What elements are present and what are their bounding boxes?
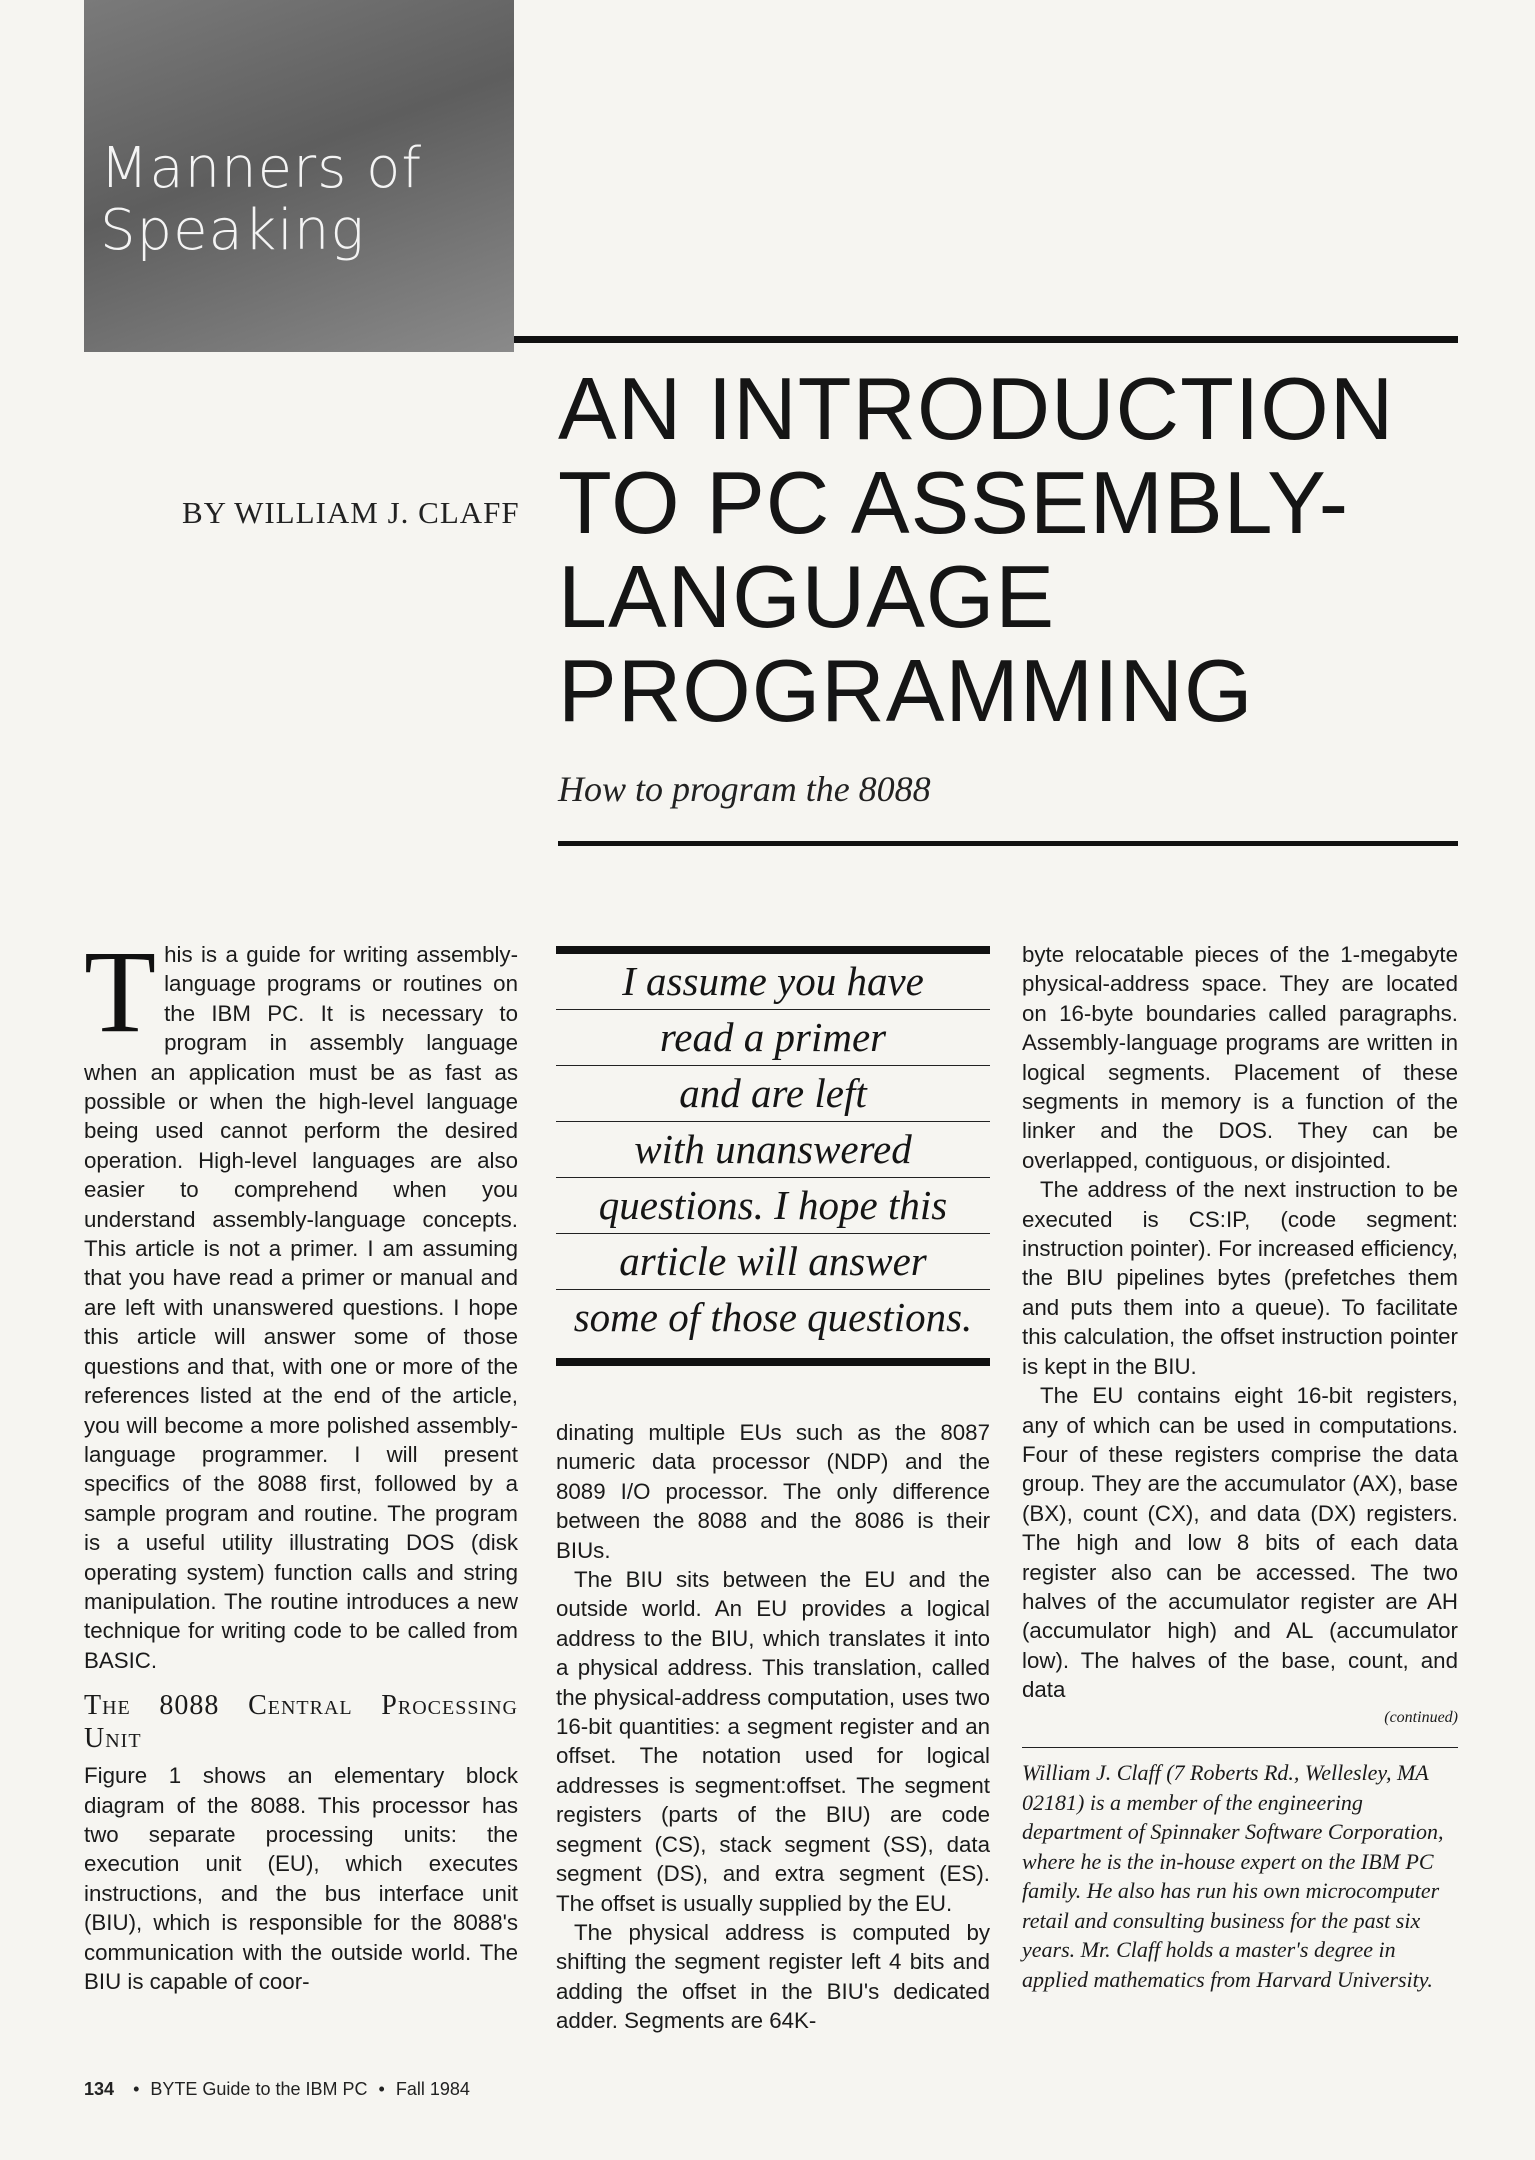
pull-quote-line: with unanswered bbox=[556, 1122, 990, 1178]
bio-rule bbox=[1022, 1747, 1458, 1749]
paragraph: The address of the next instruction to be executed is CS:IP, (code segment: instruction pointer). For increased efficiency, the BIU pipelines bytes (prefetches them and puts them into a queue). To facilitate this calculation, the offset instruction pointer is kept in the BIU. bbox=[1022, 1177, 1458, 1379]
pull-quote-line: some of those questions. bbox=[573, 1294, 973, 1340]
headline-line: AN INTRODUCTION bbox=[558, 359, 1395, 458]
column-2 bbox=[556, 1418, 990, 2036]
pull-quote-line: I assume you have bbox=[556, 954, 990, 1010]
pull-quote-line: and are left bbox=[556, 1066, 990, 1122]
headline bbox=[558, 359, 1458, 740]
publication-name: BYTE Guide to the IBM PC bbox=[150, 2079, 368, 2099]
section-heading: The 8088 Central Processing Unit bbox=[84, 1690, 518, 1755]
continued-label: (continued) bbox=[1384, 1708, 1458, 1726]
deck: How to program the 8088 bbox=[558, 769, 931, 809]
headline-line: TO PC ASSEMBLY- bbox=[558, 453, 1350, 552]
pull-quote bbox=[556, 946, 990, 1366]
column-3 bbox=[1022, 940, 1458, 1994]
paragraph: byte relocatable pieces of the 1-megabyte physical-address space. They are located on 16-byte boundaries called paragraphs. Assembly-language programs are written in logical segments. Placement of these segments in memory is a function of the linker and the DOS. They can be overlapped, contiguous, or disjointed. bbox=[1022, 942, 1458, 1173]
column-1 bbox=[84, 926, 518, 1996]
deck-rule bbox=[558, 841, 1458, 846]
byline: BY WILLIAM J. CLAFF bbox=[182, 495, 520, 530]
kicker-title: Manners of Speaking bbox=[100, 136, 423, 263]
pull-quote-line: read a primer bbox=[556, 1010, 990, 1066]
headline-line: PROGRAMMING bbox=[558, 641, 1254, 740]
paragraph: dinating multiple EUs such as the 8087 numeric data processor (NDP) and the 8089 I/O processor. The only difference between the 8088 and the 8086 is their BIUs. bbox=[556, 1420, 990, 1563]
pull-quote-line: questions. I hope this bbox=[556, 1178, 990, 1234]
pull-quote-rule bbox=[556, 1358, 990, 1366]
bullet-icon: • bbox=[133, 2079, 140, 2099]
author-bio: William J. Claff (7 Roberts Rd., Wellesley, MA 02181) is a member of the engineering department of Spinnaker Software Corporation, where he is the in-house expert on the IBM PC family. He also has run his own microcomputer retail and consulting business for the past six years. Mr. Claff holds a master's degree in applied mathematics from Harvard University. bbox=[1022, 1760, 1444, 1992]
paragraph: The physical address is computed by shifting the segment register left 4 bits and adding the offset in the BIU's dedicated adder. Segments are 64K- bbox=[556, 1919, 990, 2034]
bullet-icon: • bbox=[378, 2079, 385, 2099]
drop-cap: T bbox=[84, 926, 157, 1057]
intro-paragraph: his is a guide for writing assembly-language programs or routines on the IBM PC. It is necessary to program in assembly language when an application must be as fast as possible or when the high-level language being used cannot perform the desired operation. High-level languages are also easier to comprehend when you understand assembly-language concepts. This article is not a primer. I am assuming that you have read a primer or manual and are left with unanswered questions. I hope this article will answer some of those questions and that, with one or more of the references listed at the end of the article, you will become a more polished assembly-language programmer. I will present specifics of the 8088 first, followed by a sample program and routine. The program is a useful utility illustrating DOS (disk operating system) function calls and string manipulation. The routine introduces a new technique for writing code to be called from BASIC. bbox=[84, 942, 518, 1673]
headline-line: LANGUAGE bbox=[558, 547, 1056, 646]
paragraph: The EU contains eight 16-bit registers, any of which can be used in computations. Four of these registers comprise the data group. They are the accumulator (AX), base (BX), count (CX), and data (DX) registers. The high and low 8 bits of each data register also can be accessed. The two halves of the accumulator register are AH (accumulator high) and AL (accumulator low). The halves of the base, count, and data bbox=[1022, 1383, 1458, 1703]
page-footer bbox=[84, 2079, 470, 2100]
paragraph: Figure 1 shows an elementary block diagram of the 8088. This processor has two separate processing units: the execution unit (EU), which executes instructions, and the bus interface unit (BIU), which is responsible for the 8088's communication with the outside world. The BIU is capable of coor- bbox=[84, 1763, 518, 1994]
pull-quote-line: article will answer bbox=[556, 1234, 990, 1290]
paragraph: The BIU sits between the EU and the outside world. An EU provides a logical address to the BIU, which translates it into a physical address. This translation, called the physical-address computation, uses two 16-bit quantities: a segment register and an offset. The notation used for logical addresses is segment:offset. The segment registers (parts of the BIU) are code segment (CS), stack segment (SS), data segment (DS), and extra segment (ES). The offset is usually supplied by the EU. bbox=[556, 1567, 990, 1916]
top-rule bbox=[514, 336, 1458, 343]
page-number: 134 bbox=[84, 2079, 115, 2099]
issue-date: Fall 1984 bbox=[395, 2079, 470, 2099]
